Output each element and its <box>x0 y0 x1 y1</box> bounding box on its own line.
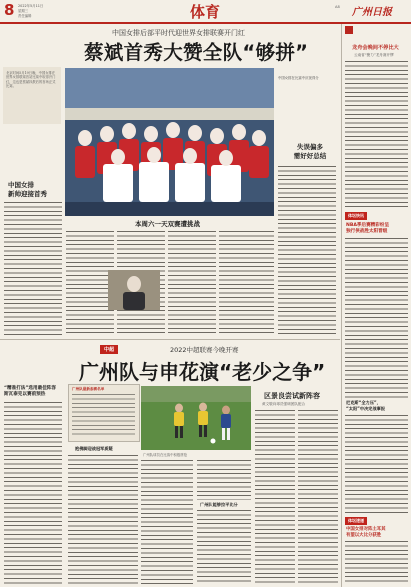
sidebar-top-text <box>345 61 408 209</box>
left-caption-box <box>3 67 61 124</box>
left-col-heading: 中国女排 新帅迎接首秀 <box>8 181 47 198</box>
sidebar-divider <box>341 24 342 587</box>
team-photo-svg <box>65 68 274 216</box>
top-col-4 <box>219 231 274 335</box>
bottom-col-4 <box>255 410 295 585</box>
masthead-meta-3: 责任编辑 <box>18 14 32 18</box>
sidebar-top-tag <box>345 26 353 34</box>
bottom-inner-heading: 抱佛脚迎战冠军质疑 <box>75 446 113 451</box>
top-headline: 蔡斌首秀大赞全队“够拼” <box>84 41 309 64</box>
bottom-col-2 <box>141 460 193 585</box>
left-col-text <box>4 202 62 335</box>
photo-caption: 中国女排在比赛中庆祝得分 <box>278 76 319 80</box>
page-number: 8 <box>4 1 15 19</box>
top-col-3 <box>168 231 216 335</box>
top-kicker: 中国女排后部平时代迎世界女排联赛开门红 <box>112 29 245 37</box>
main-photo <box>65 68 274 216</box>
masthead-meta-2: 星期三 <box>18 9 29 13</box>
sidebar-bottom-heading: 中国女排对阵土耳其 有望以大比分获胜 <box>346 527 386 538</box>
bottom-col-5 <box>298 410 338 585</box>
bottom-col-3b <box>197 510 251 585</box>
bottom-tag: 中超 <box>100 345 118 354</box>
sidebar-mid-label: 体坛快讯 <box>345 212 367 220</box>
top-col-1 <box>66 231 114 335</box>
right-col-text <box>278 166 336 334</box>
left-caption-text: 北京时间5月19日晚，中国女排在世界女排联赛首站比赛中取得开门红，这也是蔡斌执教后的首场正式比赛。 <box>6 71 56 89</box>
top-divider <box>0 339 340 340</box>
edition-label: A8 <box>335 5 340 9</box>
bottom-subheadline: 区景良尝试新阵容 <box>264 392 320 400</box>
inset-photo-svg <box>108 270 160 310</box>
roster-box-text <box>72 394 135 438</box>
bottom-left-heading: “精准打法”选用最佳阵容 斯瓦泰克以赛前预热 <box>4 386 56 397</box>
right-box-heading: 失误偏多 需好好总结 <box>293 143 327 160</box>
sidebar-mid-heading: NBA季后赛精彩纷呈 独行侠战胜太阳晋级 <box>346 223 390 234</box>
paper-name-logo: 广州日报 <box>352 7 392 18</box>
sidebar-top-sub: 云南省“聚力”龙舟赛开锣 <box>354 53 394 57</box>
sidebar-mid2-heading: 尼克斯“全力压”， “太阳”中决定战事报 <box>346 400 386 411</box>
sidebar-mid-text <box>345 238 408 398</box>
sidebar-top-heading: 龙舟会晚间不停比大 <box>352 45 399 51</box>
bottom-col-1 <box>68 455 138 585</box>
sidebar-bottom-label: 体坛速递 <box>345 517 367 525</box>
roster-box-heading: 广州队最新参赛名单 <box>72 387 105 391</box>
inset-photo <box>108 270 160 310</box>
bottom-headline: 广州队与申花演“老少之争” <box>79 360 326 384</box>
football-photo <box>141 386 251 450</box>
football-caption: 广州队球员在比赛中积极拼抢 <box>143 453 188 457</box>
bottom-inner-heading-2: 广州队能够拉平比分 <box>200 502 238 507</box>
masthead-meta-1: 2022年5月11日 <box>18 4 44 8</box>
bottom-kicker: 2022中超联赛今晚开赛 <box>170 346 239 354</box>
masthead <box>0 0 411 22</box>
bottom-col-3 <box>197 460 251 500</box>
roster-box <box>68 384 140 442</box>
bottom-subheadline-note: 黄文敬向球员强调团队配合 <box>262 402 306 406</box>
section-title: 体育 <box>190 3 221 21</box>
sidebar-bottom-text <box>345 541 408 585</box>
top-subheading: 本周六一天双赛遭挑战 <box>135 220 200 228</box>
football-photo-svg <box>141 386 251 450</box>
bottom-left-text <box>4 402 62 585</box>
masthead-rule <box>0 22 411 24</box>
sidebar-mid2-text <box>345 415 408 513</box>
